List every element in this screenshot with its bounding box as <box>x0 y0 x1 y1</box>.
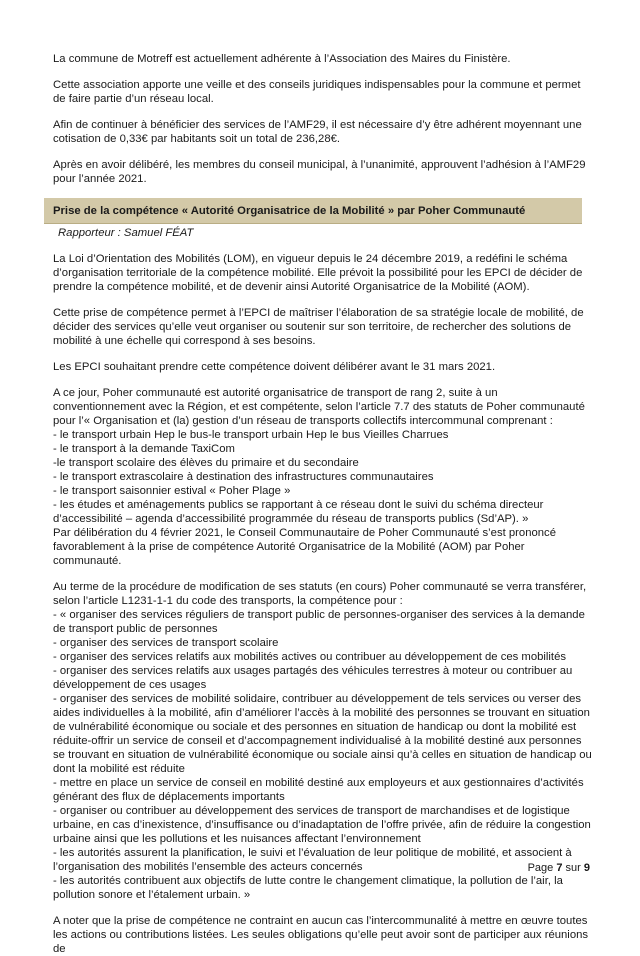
page-number-total: 9 <box>583 862 590 874</box>
page-number-current: 7 <box>556 862 563 874</box>
section-title: Prise de la compétence « Autorité Organisatrice de la Mobilité » par Poher Communauté <box>53 204 526 217</box>
list-item: -le transport scolaire des élèves du primaire et du secondaire <box>53 457 359 469</box>
list-item: - le transport extrascolaire à destination des infrastructures communautaires <box>53 471 434 483</box>
list-item: - mettre en place un service de conseil en mobilité destiné aux employeurs et aux gestionnaires d’activités générant des flux de déplacements importants <box>53 777 584 803</box>
list-item: - organiser des services de transport scolaire <box>53 637 279 649</box>
section-header <box>44 198 582 224</box>
list-item: - les autorités assurent la planification, le suivi et l’évaluation de leur politique de mobilité, et associent à l’organisation des mobilités l’ensemble des acteurs concernés <box>53 847 572 873</box>
intro-paragraph-1: La commune de Motreff est actuellement adhérente à l’Association des Maires du Finistère. <box>53 53 511 65</box>
page-number-prefix: Page <box>527 862 557 874</box>
list-item: - le transport urbain Hep le bus-le transport urbain Hep le bus Vieilles Charrues <box>53 429 449 441</box>
body-paragraph-5 <box>53 580 593 902</box>
list-item: - le transport saisonnier estival « Poher Plage » <box>53 485 291 497</box>
body-paragraph-6: A noter que la prise de compétence ne contraint en aucun cas l’intercommunalité à mettre en œuvre toutes les actions ou contributions listées. Les seules obligations qu’elle peut avoir sont de participer aux réunions de <box>53 915 589 955</box>
list-item: - le transport à la demande TaxiCom <box>53 443 235 455</box>
body-paragraph-4 <box>53 386 593 568</box>
intro-paragraph-4: Après en avoir délibéré, les membres du conseil municipal, à l’unanimité, approuvent l’adhésion à l’AMF29 pour l’année 2021. <box>53 159 586 185</box>
list-item: - organiser des services relatifs aux usages partagés des véhicules terrestres à moteur ou contribuer au développement de ces usages <box>53 665 573 691</box>
list-item: - les études et aménagements publics se rapportant à ce réseau dont le suivi du schéma directeur d’accessibilité – agenda d’accessibilité programmée du réseau de transports publics (Sd’AP). » <box>53 499 544 525</box>
list-item: - « organiser des services réguliers de transport public de personnes-organiser des services à la demande de transport public de personnes <box>53 609 585 635</box>
page-number-middle: sur <box>562 862 584 874</box>
page-content <box>53 52 593 956</box>
paragraph-line: A ce jour, Poher communauté est autorité organisatrice de transport de rang 2, suite à un conventionnement avec la Région, et est compétente, selon l’article 7.7 des statuts de Poher communauté pour l’« Organisation et (la) gestion d’un réseau de transports collectifs intercommunal comprenant : <box>53 387 585 427</box>
list-item: - les autorités contribuent aux objectifs de lutte contre le changement climatique, la pollution de l’air, la pollution sonore et l’étalement urbain. » <box>53 875 563 901</box>
body-paragraph-3: Les EPCI souhaitant prendre cette compétence doivent délibérer avant le 31 mars 2021. <box>53 361 496 373</box>
list-item: - organiser ou contribuer au développement des services de transport de marchandises et de logistique urbaine, en cas d’inexistence, d’insuffisance ou d’inadaptation de l’offre privée, afin de réduire la congestion urbaine ainsi que les pollutions et les nuisances affectant l’environnement <box>53 805 591 845</box>
rapporteur: Rapporteur : Samuel FÉAT <box>58 227 194 239</box>
list-item: - organiser des services de mobilité solidaire, contribuer au développement de tels services ou verser des aides individuelles à la mobilité, afin d’améliorer l’accès à la mobilité des personnes se trouvant en situation de vulnérabilité économique ou sociale et des personnes en situation de handicap ou dont la mobilité est réduite-offrir un service de conseil et d’accompagnement individualisé à la mobilité destiné aux personnes se trouvant en situation de vulnérabilité économique ou sociale ainsi qu’à celles en situation de handicap ou dont la mobilité est réduite <box>53 693 592 775</box>
body-paragraph-2: Cette prise de compétence permet à l’EPCI de maîtriser l’élaboration de sa stratégie locale de mobilité, de décider des services qu’elle veut organiser ou soutenir sur son territoire, de rechercher des solutions de mobilité à une échelle qui correspond à ses besoins. <box>53 307 584 347</box>
paragraph-line: Par délibération du 4 février 2021, le Conseil Communautaire de Poher Communauté s’est prononcé favorablement à la prise de compétence Autorité Organisatrice de la Mobilité (AOM) par Poher communauté. <box>53 527 556 567</box>
intro-paragraph-3: Afin de continuer à bénéficier des services de l’AMF29, il est nécessaire d’y être adhérent moyennant une cotisation de 0,33€ par habitants soit un total de 236,28€. <box>53 119 582 145</box>
intro-paragraph-2: Cette association apporte une veille et des conseils juridiques indispensables pour la commune et permet de faire partie d’un réseau local. <box>53 79 581 105</box>
list-item: - organiser des services relatifs aux mobilités actives ou contribuer au développement de ces mobilités <box>53 651 567 663</box>
paragraph-line: Au terme de la procédure de modification de ses statuts (en cours) Poher communauté se verra transférer, selon l’article L1231-1-1 du code des transports, la compétence pour : <box>53 581 587 607</box>
body-paragraph-1: La Loi d’Orientation des Mobilités (LOM), en vigueur depuis le 24 décembre 2019, a redéfini le schéma d’organisation territoriale de la compétence mobilité. Elle prévoit la possibilité pour les EPCI de décider de prendre la compétence mobilité, et de devenir ainsi Autorité Organisatrice de la Mobilité (AOM). <box>53 253 583 293</box>
page-number <box>528 862 590 874</box>
